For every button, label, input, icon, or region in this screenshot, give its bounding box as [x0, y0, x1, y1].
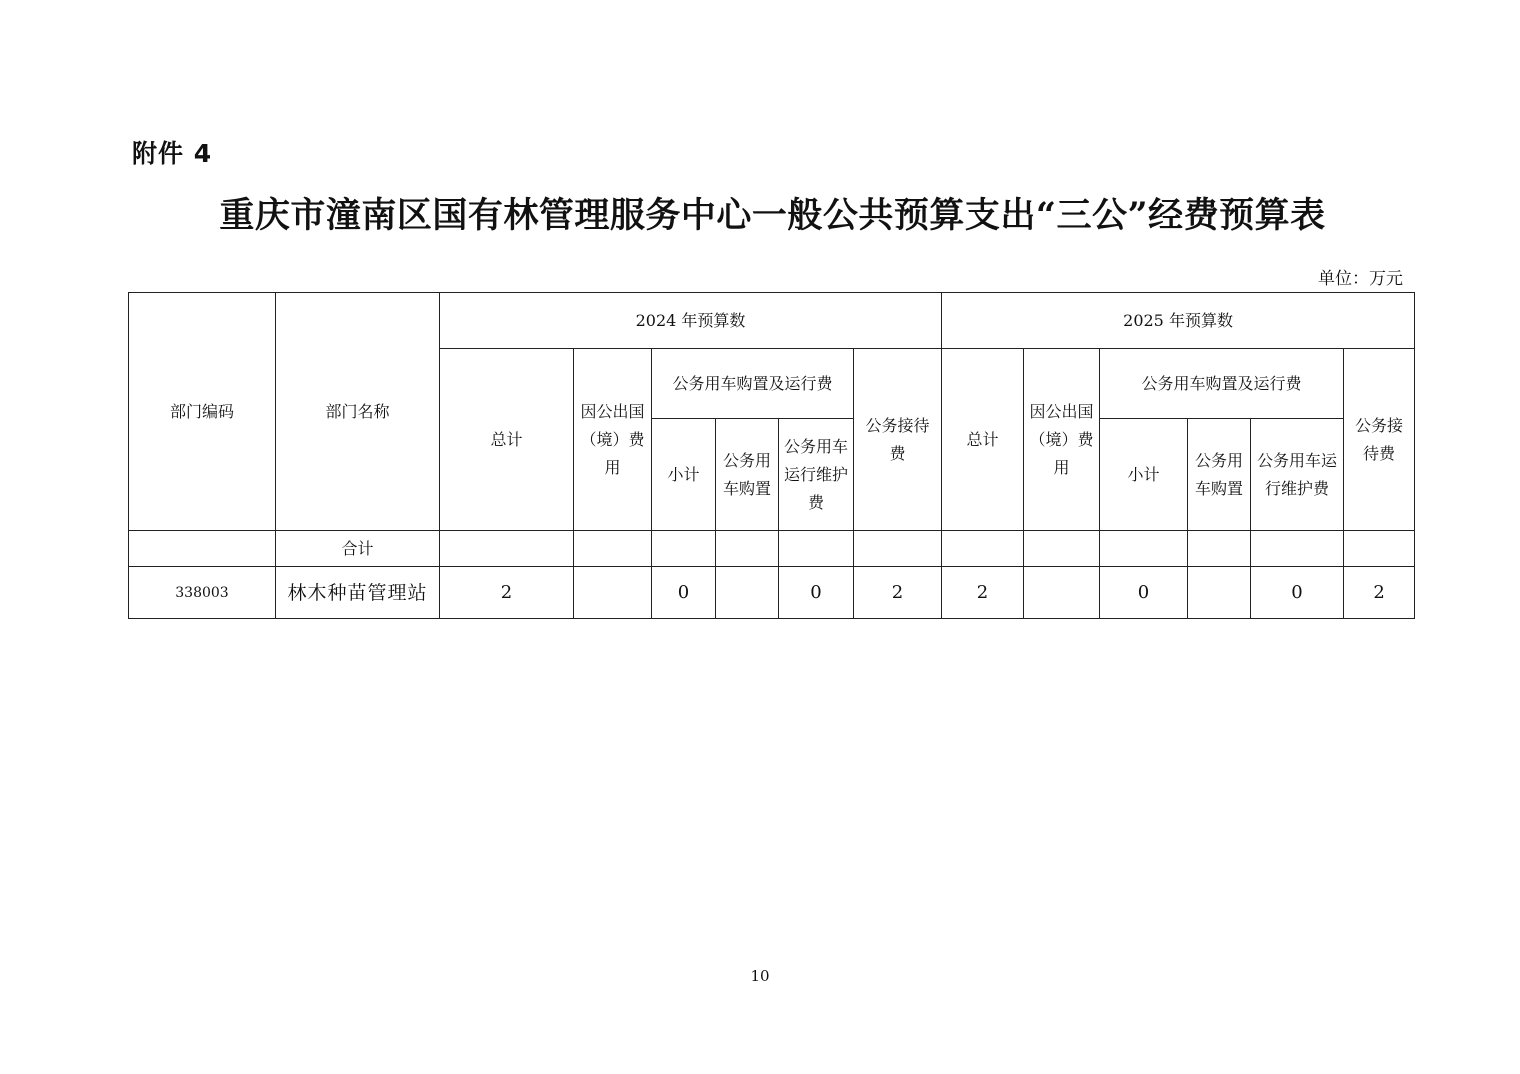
- header-dept-code: 部门编码: [129, 293, 276, 531]
- unit-label: 单位：万元: [1318, 269, 1403, 289]
- row-2025-maintenance: 0: [1251, 567, 1344, 619]
- header-2024-subtotal: 小计: [652, 419, 716, 531]
- total-2024-subtotal: [652, 531, 716, 567]
- row-2024-maintenance: 0: [779, 567, 854, 619]
- header-2024-vehicle-group: 公务用车购置及运行费: [652, 349, 854, 419]
- row-2025-purchase: [1188, 567, 1251, 619]
- row-2024-purchase: [716, 567, 779, 619]
- header-2024-reception: 公务接待费: [854, 349, 942, 531]
- total-2024-maintenance: [779, 531, 854, 567]
- total-2024-total: [440, 531, 574, 567]
- header-2025-abroad: 因公出国（境）费用: [1024, 349, 1100, 531]
- row-2024-abroad: [574, 567, 652, 619]
- header-year-2025: 2025 年预算数: [942, 293, 1415, 349]
- header-2025-total: 总计: [942, 349, 1024, 531]
- header-2025-reception: 公务接待费: [1344, 349, 1415, 531]
- row-2024-subtotal: 0: [652, 567, 716, 619]
- row-dept-code: 338003: [129, 567, 276, 619]
- row-2025-subtotal: 0: [1100, 567, 1188, 619]
- total-row-code: [129, 531, 276, 567]
- total-row: [129, 531, 1415, 567]
- header-2025-vehicle-purchase: 公务用车购置: [1188, 419, 1251, 531]
- header-2025-vehicle-maintenance: 公务用车运行维护费: [1251, 419, 1344, 531]
- total-2025-subtotal: [1100, 531, 1188, 567]
- total-2025-purchase: [1188, 531, 1251, 567]
- page-title: 重庆市潼南区国有林管理服务中心一般公共预算支出“三公”经费预算表: [219, 195, 1326, 236]
- total-2024-reception: [854, 531, 942, 567]
- row-2024-total: 2: [440, 567, 574, 619]
- header-year-2024: 2024 年预算数: [440, 293, 942, 349]
- attachment-label: 附件 4: [132, 139, 213, 168]
- header-2024-vehicle-purchase: 公务用车购置: [716, 419, 779, 531]
- total-2025-maintenance: [1251, 531, 1344, 567]
- budget-table: [128, 292, 1415, 619]
- total-2025-total: [942, 531, 1024, 567]
- header-row-years: [129, 293, 1415, 349]
- header-2024-total: 总计: [440, 349, 574, 531]
- total-row-label: 合计: [276, 531, 440, 567]
- header-dept-name: 部门名称: [276, 293, 440, 531]
- total-2025-abroad: [1024, 531, 1100, 567]
- header-2025-subtotal: 小计: [1100, 419, 1188, 531]
- row-dept-name: 林木种苗管理站: [276, 567, 440, 619]
- total-2024-abroad: [574, 531, 652, 567]
- total-2024-purchase: [716, 531, 779, 567]
- header-2024-abroad: 因公出国（境）费用: [574, 349, 652, 531]
- total-2025-reception: [1344, 531, 1415, 567]
- header-2025-vehicle-group: 公务用车购置及运行费: [1100, 349, 1344, 419]
- row-2025-total: 2: [942, 567, 1024, 619]
- row-2025-abroad: [1024, 567, 1100, 619]
- row-2025-reception: 2: [1344, 567, 1415, 619]
- row-2024-reception: 2: [854, 567, 942, 619]
- table-row: [129, 567, 1415, 619]
- page-number: 10: [750, 967, 770, 985]
- header-2024-vehicle-maintenance: 公务用车运行维护费: [779, 419, 854, 531]
